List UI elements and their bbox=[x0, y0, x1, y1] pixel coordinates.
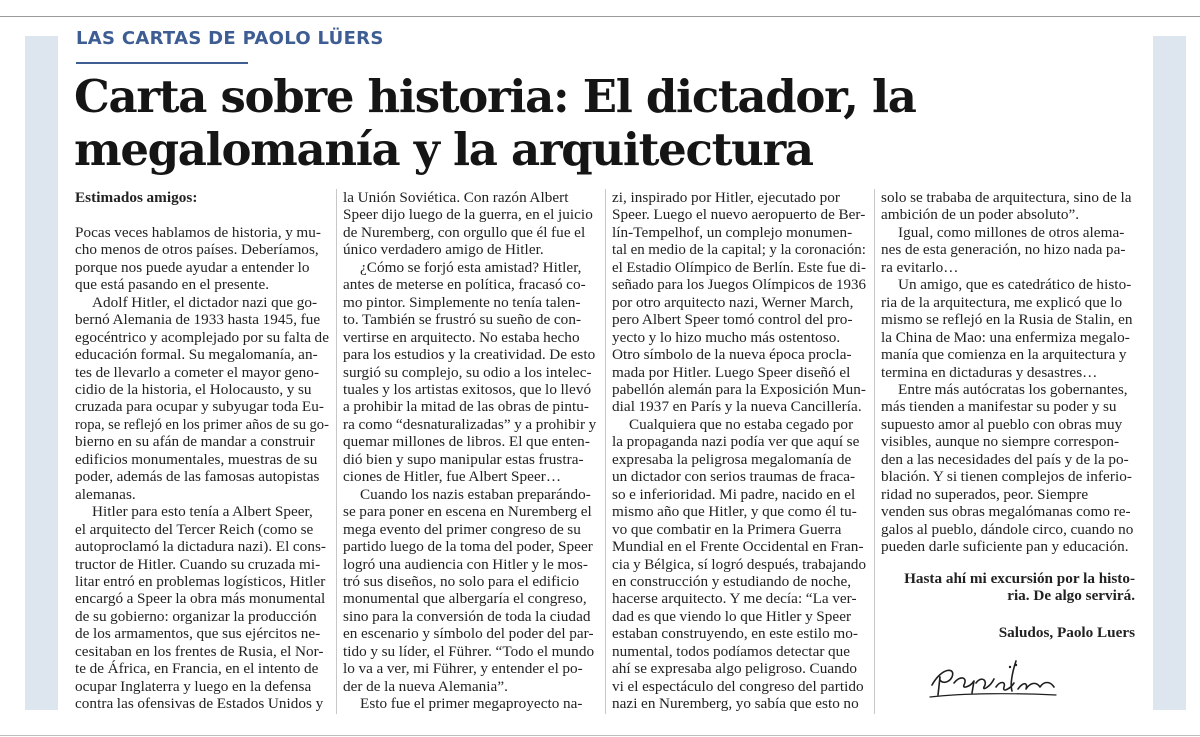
article-text-line: vi el espectáculo del congreso del partido bbox=[612, 677, 864, 695]
article-text-line: bierno en su afán de mandar a construir bbox=[75, 433, 315, 451]
closing-line: Hasta ahí mi excursión por la histo- bbox=[904, 570, 1135, 587]
article-column-1 bbox=[75, 189, 329, 713]
article-text-line: egocéntrico y acomplejado por su falta de bbox=[75, 328, 329, 346]
salutation: Estimados amigos: bbox=[75, 189, 198, 206]
article-text-line: de Nuremberg, con orgullo que él fue el bbox=[343, 223, 586, 241]
article-text-line: único verdadero amigo de Hitler. bbox=[343, 241, 544, 259]
article-text-line: porque nos puede ayudar a entender lo bbox=[75, 258, 310, 276]
article-text-line: der de la nueva Alemania”. bbox=[343, 677, 508, 695]
article-text-line: to. También se frustró su sueño de con- bbox=[343, 311, 582, 329]
article-text-line: Speer. Luego el nuevo aeropuerto de Ber- bbox=[612, 206, 866, 224]
article-text-line: la China de Mao: una enfermiza megalo- bbox=[881, 328, 1130, 346]
article-text-line: tes de llevarlo a cometer el mayor geno- bbox=[75, 363, 320, 381]
article-text-line: solo se trababa de arquitectura, sino de la bbox=[881, 189, 1132, 206]
article-text-line: ria de la arquitectura, me explicó que lo bbox=[881, 293, 1123, 311]
article-text-line: un dictador con serios traumas de fraca- bbox=[612, 468, 856, 486]
blank-line bbox=[75, 206, 329, 223]
article-text-line: pero Albert Speer tomó control del pro- bbox=[612, 311, 853, 329]
article-text-line: bernó Alemania de 1933 hasta 1945, fue bbox=[75, 311, 321, 329]
article-text-line: Igual, como millones de otros alema- bbox=[898, 223, 1125, 241]
article-text-line: numental, todos podíamos detectar que bbox=[612, 642, 851, 660]
article-text-line: tró sus diseños, no solo para el edificio bbox=[343, 572, 580, 590]
article-text-line: cruzada para ocupar y subyugar toda Eu- bbox=[75, 398, 324, 416]
article-text-line: estaban construyendo, en este estilo mo- bbox=[612, 625, 858, 643]
article-text-line: ahí se expresaba algo peligroso. Cuando bbox=[612, 660, 858, 678]
article-text-line: vo que combatir en la Primera Guerra bbox=[612, 520, 842, 538]
column-divider bbox=[336, 189, 337, 714]
article-text-line: antes de meterse en política, fracasó co- bbox=[343, 276, 586, 294]
kicker-underline bbox=[76, 62, 248, 64]
article-text-line: Un amigo, que es catedrático de histo- bbox=[898, 276, 1132, 294]
article-text-line: edificios monumentales, muestras de su bbox=[75, 450, 318, 468]
article-text-line: Pocas veces hablamos de historia, y mu- bbox=[75, 223, 322, 241]
article-text-line: cesitaban en los frentes de Rusia, el Nor- bbox=[75, 642, 324, 660]
article-text-line: pueden darle suficiente pan y educación. bbox=[881, 538, 1129, 556]
article-text-line: mo pintor. Simplemente no tenía talen- bbox=[343, 293, 581, 311]
article-text-line: mismo se reflejó en la Rusia de Stalin, en bbox=[881, 311, 1133, 329]
article-text-line: galos al pueblo, dándole circo, cuando no bbox=[881, 520, 1134, 538]
article-text-line: tructor de Hitler. Cuando su cruzada mi- bbox=[75, 555, 321, 573]
article-text-line: ambición de un poder absoluto”. bbox=[881, 206, 1080, 224]
article-text-line: de su gobierno: organizar la producción bbox=[75, 607, 317, 625]
article-text-line: dad es que viendo lo que Hitler y Speer bbox=[612, 607, 852, 625]
article-column-4 bbox=[881, 189, 1135, 556]
article-text-line: de los armamentos, que sus ejércitos ne- bbox=[75, 625, 321, 643]
article-text-line: Cuando los nazis estaban preparándo- bbox=[360, 485, 591, 503]
article-text-line: contra las ofensivas de Estados Unidos y bbox=[75, 695, 324, 713]
article-text-line: lín-Tempelhof, un complejo monumen- bbox=[612, 223, 853, 241]
article-text-line: ra como “desnaturalizadas” y a prohibir y bbox=[343, 415, 597, 433]
article-column-3 bbox=[612, 189, 866, 713]
article-text-line: hacerse arquitecto. Y me decía: “La ver- bbox=[612, 590, 857, 608]
signoff-text: Saludos, Paolo Luers bbox=[998, 624, 1135, 641]
article-text-line: visibles, aunque no siempre correspon- bbox=[881, 433, 1120, 451]
article-text-line: blación. Y si tienen complejos de inferio- bbox=[881, 468, 1132, 486]
article-text-line: so e inferioridad. Mi padre, nacido en el bbox=[612, 485, 856, 503]
article-text-line: vertirse en arquitecto. No estaba hecho bbox=[343, 328, 580, 346]
article-text-line: nazi en Nuremberg, yo sabía que esto no bbox=[612, 695, 859, 713]
article-text-line: para los estudios y la creatividad. De esto bbox=[343, 346, 596, 364]
article-text-line: Adolf Hitler, el dictador nazi que go- bbox=[92, 293, 318, 311]
article-text-line: cho menos de otros países. Deberíamos, bbox=[75, 241, 319, 259]
closing-paragraph bbox=[881, 570, 1135, 605]
article-text-line: expresaba la peligrosa megalomanía de bbox=[612, 450, 852, 468]
article-text-line: ropa, se reflejó en los primer años de su go- bbox=[75, 415, 330, 433]
article-text-line: Cualquiera que no estaba cegado por bbox=[629, 415, 854, 433]
article-text-line: logró una audiencia con Hitler y le mos- bbox=[343, 555, 588, 573]
article-text-line: la propaganda nazi podía ver que aquí se bbox=[612, 433, 860, 451]
signoff bbox=[881, 624, 1135, 641]
article-text-line: poder, además de las famosas autopistas bbox=[75, 468, 320, 486]
bottom-rule bbox=[0, 735, 1200, 736]
article-text-line: Otro símbolo de la nueva época procla- bbox=[612, 346, 852, 364]
article-text-line: dial 1937 en París y la nueva Cancillería. bbox=[612, 398, 862, 416]
article-text-line: pabellón alemán para la Exposición Mun- bbox=[612, 380, 867, 398]
article-text-line: encargó a Speer la obra más monumental bbox=[75, 590, 326, 608]
article-text-line: monumental que albergaría el congreso, bbox=[343, 590, 587, 608]
article-text-line: que está pasando en el presente. bbox=[75, 276, 270, 294]
article-text-line: Entre más autócratas los gobernantes, bbox=[898, 380, 1128, 398]
article-text-line: ¿Cómo se forjó esta amistad? Hitler, bbox=[360, 258, 582, 276]
article-text-line: nes de esta generación, no hizo nada pa- bbox=[881, 241, 1126, 259]
article-text-line: Esto fue el primer megaproyecto na- bbox=[360, 695, 583, 713]
article-text-line: en escenario y símbolo del poder del par- bbox=[343, 625, 594, 643]
article-text-line: supuesto amor al pueblo con obras muy bbox=[881, 415, 1123, 433]
article-text-line: tal en medio de la capital; y la coronación: bbox=[612, 241, 866, 259]
article-text-line: autoproclamó la dictadura nazi). El cons- bbox=[75, 538, 327, 556]
article-text-line: ra evitarlo… bbox=[881, 258, 959, 276]
article-text-line: en construcción y estudiando de noche, bbox=[612, 572, 852, 590]
article-text-line: más tienden a manifestar su poder y su bbox=[881, 398, 1117, 416]
article-text-line: tido y su líder, el Führer. “Todo el mundo bbox=[343, 642, 595, 660]
article-text-line: la Unión Soviética. Con razón Albert bbox=[343, 189, 569, 206]
headline-line: Carta sobre historia: El dictador, la bbox=[74, 70, 916, 123]
article-text-line: ocupar Inglaterra y luego en la defensa bbox=[75, 677, 312, 695]
article-text-line: señado para los Juegos Olímpicos de 1936 bbox=[612, 276, 867, 294]
article-text-line: el arquitecto del Tercer Reich (como se bbox=[75, 520, 314, 538]
article-text-line: Hitler para esto tenía a Albert Speer, bbox=[92, 503, 313, 521]
column-divider bbox=[874, 189, 875, 714]
article-text-line: por otro arquitecto nazi, Werner March, bbox=[612, 293, 854, 311]
section-kicker: LAS CARTAS DE PAOLO LÜERS bbox=[76, 28, 384, 49]
article-text-line: mada por Hitler. Luego Speer diseñó el bbox=[612, 363, 851, 381]
left-margin-strip bbox=[25, 36, 58, 710]
article-text-line: ridad no superados, peor. Siempre bbox=[881, 485, 1089, 503]
article-text-line: ciones de Hitler, fue Albert Speer… bbox=[343, 468, 562, 486]
column-divider bbox=[605, 189, 606, 714]
article-text-line: Speer dijo luego de la guerra, en el juicio bbox=[343, 206, 593, 224]
article-text-line: sino para la conversión de toda la ciudad bbox=[343, 607, 591, 625]
article-text-line: partido luego de la toma del poder, Speer bbox=[343, 538, 593, 556]
article-text-line: lo va a ver, mi Führer, y entender el po- bbox=[343, 660, 583, 678]
closing-line: ria. De algo servirá. bbox=[1007, 587, 1135, 605]
article-text-line: dió bien y supo manipular estas frustra- bbox=[343, 450, 584, 468]
article-text-line: el Estadio Olímpico de Berlín. Este fue di- bbox=[612, 258, 867, 276]
article-text-line: educación formal. Su megalomanía, an- bbox=[75, 346, 318, 364]
headline-line: megalomanía y la arquitectura bbox=[74, 123, 813, 176]
article-text-line: te de África, en Francia, en el intento de bbox=[75, 660, 319, 678]
top-rule bbox=[0, 16, 1200, 17]
article-text-line: se para poner en escena en Nuremberg el bbox=[343, 503, 592, 521]
article-column-2 bbox=[343, 189, 597, 713]
article-text-line: cidio de la historia, el Holocausto, y su bbox=[75, 380, 312, 398]
article-text-line: Mundial en el Frente Occidental en Fran- bbox=[612, 538, 864, 556]
article-text-line: alemanas. bbox=[75, 485, 136, 503]
article-text-line: tuales y los artistas exitosos, que lo llevó bbox=[343, 380, 592, 398]
article-text-line: zi, inspirado por Hitler, ejecutado por bbox=[612, 189, 841, 206]
right-margin-strip bbox=[1153, 36, 1186, 710]
article-text-line: yecto y lo hizo mucho más ostentoso. bbox=[612, 328, 841, 346]
article-text-line: a prohibir la mitad de las obras de pintu- bbox=[343, 398, 590, 416]
article-text-line: cia y Bélgica, sí logró después, trabajando bbox=[612, 555, 867, 573]
article-text-line: quemar millones de libros. El que enten- bbox=[343, 433, 590, 451]
article-headline bbox=[74, 70, 1074, 176]
article-text-line: surgió su complejo, su odio a los intelec- bbox=[343, 363, 592, 381]
article-text-line: termina en dictaduras y desastres… bbox=[881, 363, 1098, 381]
article-text-line: litar entró en problemas logísticos, Hitler bbox=[75, 572, 326, 590]
article-text-line: venden sus obras megalómanas como re- bbox=[881, 503, 1131, 521]
article-text-line: mega evento del primer congreso de su bbox=[343, 520, 581, 538]
article-text-line: den a las necesidades del país y de la po- bbox=[881, 450, 1129, 468]
article-text-line: manía que comienza en la arquitectura y bbox=[881, 346, 1127, 364]
signature-image bbox=[924, 653, 1064, 703]
article-text-line: mismo año que Hitler, y que como él tu- bbox=[612, 503, 857, 521]
